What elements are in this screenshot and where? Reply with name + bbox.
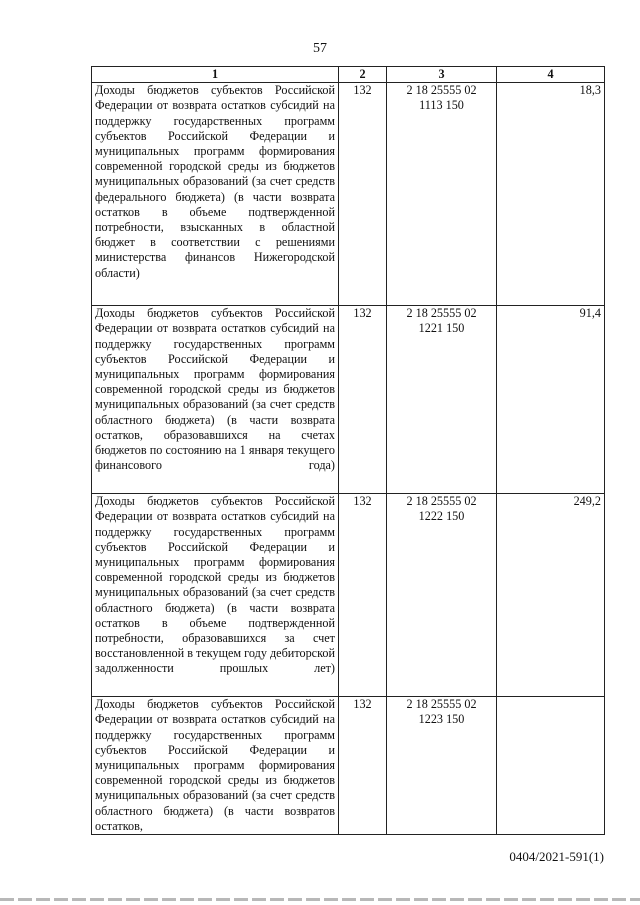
row-code: 132	[339, 494, 387, 697]
row-amount	[497, 697, 605, 835]
kbk-line-2: 1222 150	[418, 509, 465, 524]
row-description: Доходы бюджетов субъектов Российской Федерации от возврата остатков субсидий на поддержку государственных программ субъектов Российской Федерации и муниципальных программ формирования современной городской среды из бюджетов муниципальных образований (за счет средств областного бюджета) (в части возврата остатков в объеме подтвержденной потребности, образовавшихся за счет восстановленной в текущем году дебиторской задолженности прошлых лет)	[92, 494, 339, 697]
row-code: 132	[339, 83, 387, 306]
column-header: 4	[497, 67, 605, 83]
revenue-table	[91, 66, 605, 835]
page-number: 57	[313, 41, 327, 56]
row-code: 132	[339, 306, 387, 494]
kbk-line-1: 2 18 25555 02	[406, 697, 477, 712]
column-header: 3	[387, 67, 497, 83]
row-description: Доходы бюджетов субъектов Российской Федерации от возврата остатков субсидий на поддержку государственных программ субъектов Российской Федерации и муниципальных программ формирования современной городской среды из бюджетов муниципальных образований (за счет средств федерального бюджета) (в части возврата остатков в объеме подтвержденной потребности, взысканных в областной бюджет в соответствии с решениями министерства финансов Нижегородской области)	[92, 83, 339, 306]
table-row	[92, 494, 605, 697]
table-row	[92, 306, 605, 494]
table-row	[92, 697, 605, 835]
footer-divider	[0, 898, 640, 901]
row-amount: 249,2	[497, 494, 605, 697]
kbk-line-2: 1223 150	[418, 712, 465, 727]
column-header: 1	[92, 67, 339, 83]
kbk-line-1: 2 18 25555 02	[406, 494, 477, 509]
row-amount: 91,4	[497, 306, 605, 494]
kbk-line-2: 1113 150	[419, 98, 464, 113]
kbk-line-1: 2 18 25555 02	[406, 306, 477, 321]
document-id: 0404/2021-591(1)	[509, 849, 604, 864]
row-kbk	[387, 494, 497, 697]
kbk-line-2: 1221 150	[418, 321, 465, 336]
kbk-line-1: 2 18 25555 02	[406, 83, 477, 98]
row-amount: 18,3	[497, 83, 605, 306]
row-description: Доходы бюджетов субъектов Российской Федерации от возврата остатков субсидий на поддержку государственных программ субъектов Российской Федерации и муниципальных программ формирования современной городской среды из бюджетов муниципальных образований (за счет средств областного бюджета) (в части возврата остатков, образовавшихся на счетах бюджетов по состоянию на 1 января текущего финансового года)	[92, 306, 339, 494]
column-header: 2	[339, 67, 387, 83]
row-kbk	[387, 697, 497, 835]
row-description: Доходы бюджетов субъектов Российской Федерации от возврата остатков субсидий на поддержку государственных программ субъектов Российской Федерации и муниципальных программ формирования современной городской среды из бюджетов муниципальных образований (за счет средств областного бюджета) (в части возвратов остатков,	[92, 697, 339, 835]
table-row	[92, 83, 605, 306]
table-header-row	[92, 67, 605, 83]
row-kbk	[387, 83, 497, 306]
row-code: 132	[339, 697, 387, 835]
row-kbk	[387, 306, 497, 494]
